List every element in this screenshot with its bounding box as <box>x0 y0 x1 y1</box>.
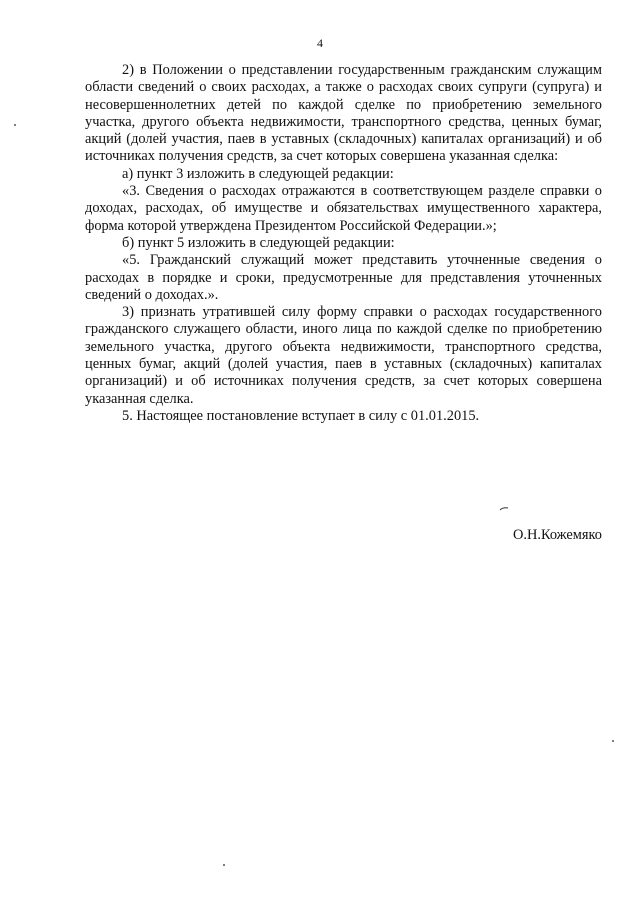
scan-speck <box>612 740 614 742</box>
paragraph-item-5: 5. Настоящее постановление вступает в силу с 01.01.2015. <box>122 407 480 424</box>
scan-speck <box>14 124 16 126</box>
paragraph-point-3-text: «3. Сведения о расходах отражаются в соответствующем разделе справки о доходах, расходах, об имуществе и обязательствах имущественного характера, форма которой утверждена Президентом Российской Федерации.»; <box>85 183 602 234</box>
paragraph-subitem-b: б) пункт 5 изложить в следующей редакции: <box>122 234 395 251</box>
paragraph-point-5-text: «5. Гражданский служащий может представить уточненные сведения о расходах в порядке и сроки, предусмотренные для представления уточненных сведений о доходах.». <box>85 252 602 303</box>
signatory-name: О.Н.Кожемяко <box>512 527 602 543</box>
signature-mark <box>499 507 509 511</box>
paragraph-subitem-a: а) пункт 3 изложить в следующей редакции: <box>122 165 394 182</box>
paragraph-item-3: 3) признать утратившей силу форму справки о расходах государственного гражданского служащего области, иного лица по каждой сделке по приобретению земельного участка, другого объекта недвижимости, транспортного средства, ценных бумаг, акций (долей участия, паев в уставных (складочных) капиталах организаций) и об источниках получения средств, за счет которых совершена указанная сделка. <box>85 304 602 407</box>
scan-speck <box>223 864 225 866</box>
page-number: 4 <box>317 36 323 50</box>
paragraph-item-2: 2) в Положении о представлении государственным гражданским служащим области сведений о своих расходах, а также о расходах своих супруги (супруга) и несовершеннолетних детей по каждой сделке по приобретению земельного участка, другого объекта недвижимости, транспортного средства, ценных бумаг, акций (долей участия, паев в уставных (складочных) капиталах организаций) и об источниках получения средств, за счет которых совершена указанная сделка: <box>85 62 602 165</box>
document-body <box>85 62 602 425</box>
